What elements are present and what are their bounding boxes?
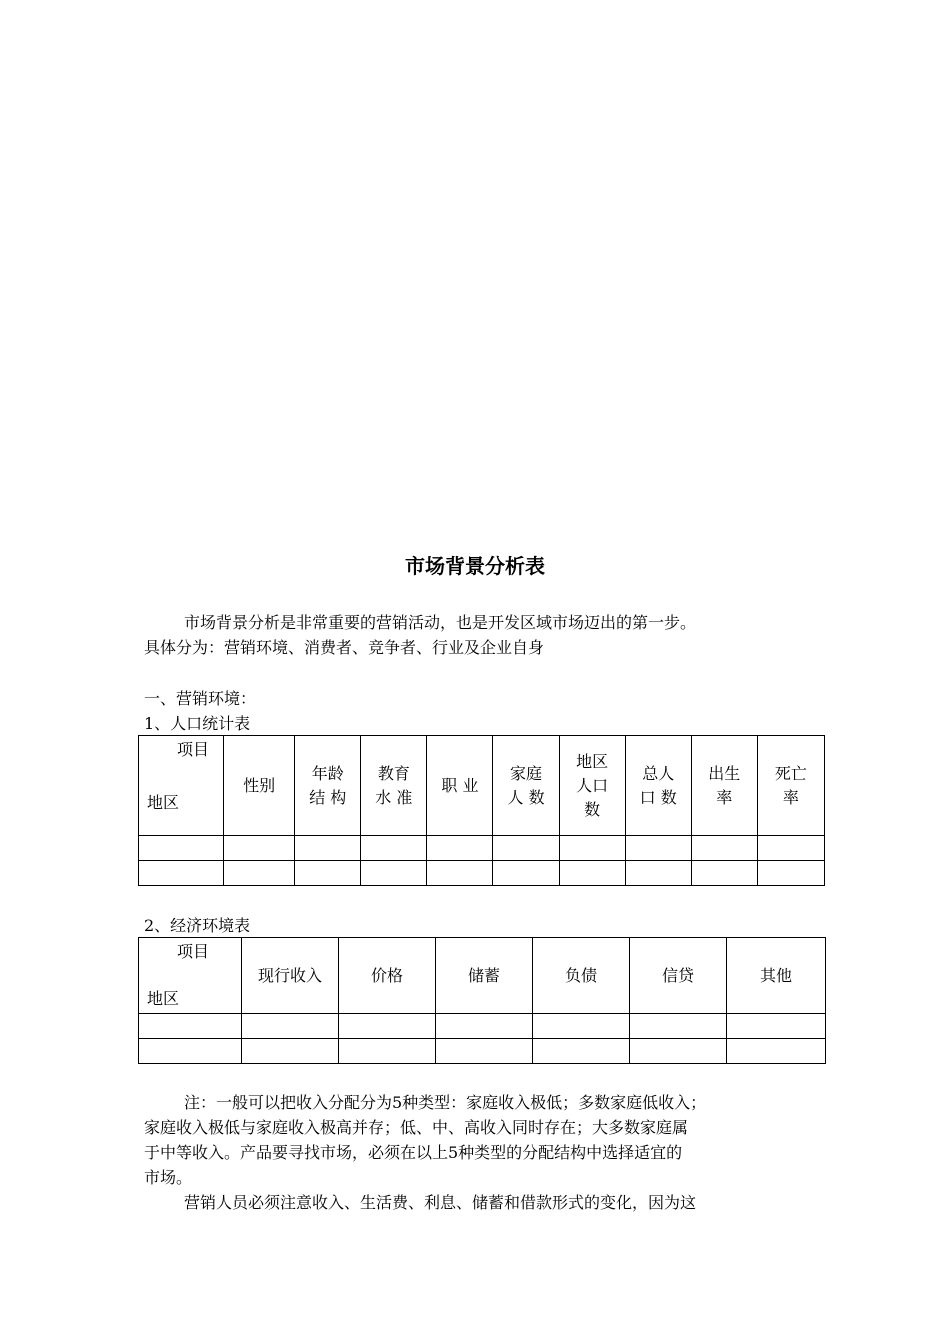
table-cell[interactable] bbox=[630, 1014, 727, 1039]
page-title: 市场背景分析表 bbox=[405, 554, 545, 578]
header-age-structure: 年龄 结 构 bbox=[295, 736, 361, 836]
header-birth-rate: 出生 率 bbox=[691, 736, 757, 836]
table-cell[interactable] bbox=[339, 1014, 436, 1039]
table-cell[interactable] bbox=[427, 836, 493, 861]
table-cell[interactable] bbox=[139, 861, 224, 886]
table-corner-cell bbox=[139, 938, 242, 1014]
table-cell[interactable] bbox=[339, 1039, 436, 1064]
table-cell[interactable] bbox=[295, 861, 361, 886]
table-cell[interactable] bbox=[242, 1014, 339, 1039]
header-other: 其他 bbox=[727, 938, 826, 1014]
table-cell[interactable] bbox=[559, 836, 625, 861]
population-table bbox=[138, 735, 825, 886]
header-education: 教育 水 准 bbox=[361, 736, 427, 836]
section-heading: 一、营销环境： bbox=[144, 689, 257, 708]
header-household-size: 家庭 人 数 bbox=[493, 736, 559, 836]
note-line-3: 于中等收入。产品要寻找市场，必须在以上5种类型的分配结构中选择适宜的 bbox=[144, 1143, 683, 1162]
table-cell[interactable] bbox=[727, 1014, 826, 1039]
table-header-row bbox=[139, 938, 826, 1014]
intro-line-1: 市场背景分析是非常重要的营销活动，也是开发区域市场迈出的第一步。 bbox=[184, 613, 697, 632]
table-cell[interactable] bbox=[533, 1014, 630, 1039]
note-line-4: 市场。 bbox=[144, 1168, 193, 1187]
table-cell[interactable] bbox=[493, 861, 559, 886]
header-gender: 性别 bbox=[224, 736, 295, 836]
table-cell[interactable] bbox=[630, 1039, 727, 1064]
economic-table bbox=[138, 937, 826, 1064]
note-line-2: 家庭收入极低与家庭收入极高并存；低、中、高收入同时存在；大多数家庭属 bbox=[144, 1118, 689, 1137]
corner-label-region: 地区 bbox=[147, 989, 180, 1008]
table-cell[interactable] bbox=[436, 1039, 533, 1064]
header-regional-population: 地区 人口 数 bbox=[559, 736, 625, 836]
table-corner-cell bbox=[139, 736, 224, 836]
table-cell[interactable] bbox=[625, 861, 691, 886]
table-cell[interactable] bbox=[559, 861, 625, 886]
table-cell[interactable] bbox=[533, 1039, 630, 1064]
table-cell[interactable] bbox=[493, 836, 559, 861]
table-cell[interactable] bbox=[727, 1039, 826, 1064]
header-total-population: 总人 口 数 bbox=[625, 736, 691, 836]
corner-label-region: 地区 bbox=[147, 793, 180, 812]
note-line-5: 营销人员必须注意收入、生活费、利息、储蓄和借款形式的变化，因为这 bbox=[184, 1193, 697, 1212]
table-cell[interactable] bbox=[139, 1039, 242, 1064]
intro-line-2: 具体分为：营销环境、消费者、竞争者、行业及企业自身 bbox=[144, 638, 545, 657]
table-row bbox=[139, 861, 825, 886]
table-cell[interactable] bbox=[625, 836, 691, 861]
header-current-income: 现行收入 bbox=[242, 938, 339, 1014]
header-occupation: 职 业 bbox=[427, 736, 493, 836]
table-cell[interactable] bbox=[224, 836, 295, 861]
header-debt: 负债 bbox=[533, 938, 630, 1014]
table-row bbox=[139, 1039, 826, 1064]
note-line-1: 注：一般可以把收入分配分为5种类型：家庭收入极低；多数家庭低收入； bbox=[184, 1093, 707, 1112]
header-savings: 储蓄 bbox=[436, 938, 533, 1014]
table-cell[interactable] bbox=[361, 861, 427, 886]
table-cell[interactable] bbox=[242, 1039, 339, 1064]
header-death-rate: 死亡 率 bbox=[757, 736, 824, 836]
table-header-row bbox=[139, 736, 825, 836]
table-cell[interactable] bbox=[224, 861, 295, 886]
corner-label-item: 项目 bbox=[177, 740, 210, 759]
table-cell[interactable] bbox=[427, 861, 493, 886]
table1-caption: 1、人口统计表 bbox=[144, 714, 251, 733]
table-cell[interactable] bbox=[691, 861, 757, 886]
table-cell[interactable] bbox=[757, 836, 824, 861]
table-row bbox=[139, 836, 825, 861]
table-cell[interactable] bbox=[691, 836, 757, 861]
table2-caption: 2、经济环境表 bbox=[144, 916, 251, 935]
header-price: 价格 bbox=[339, 938, 436, 1014]
table-cell[interactable] bbox=[757, 861, 824, 886]
table-cell[interactable] bbox=[361, 836, 427, 861]
table-cell[interactable] bbox=[139, 1014, 242, 1039]
table-cell[interactable] bbox=[436, 1014, 533, 1039]
table-row bbox=[139, 1014, 826, 1039]
header-credit: 信贷 bbox=[630, 938, 727, 1014]
corner-label-item: 项目 bbox=[177, 942, 210, 961]
table-cell[interactable] bbox=[295, 836, 361, 861]
table-cell[interactable] bbox=[139, 836, 224, 861]
